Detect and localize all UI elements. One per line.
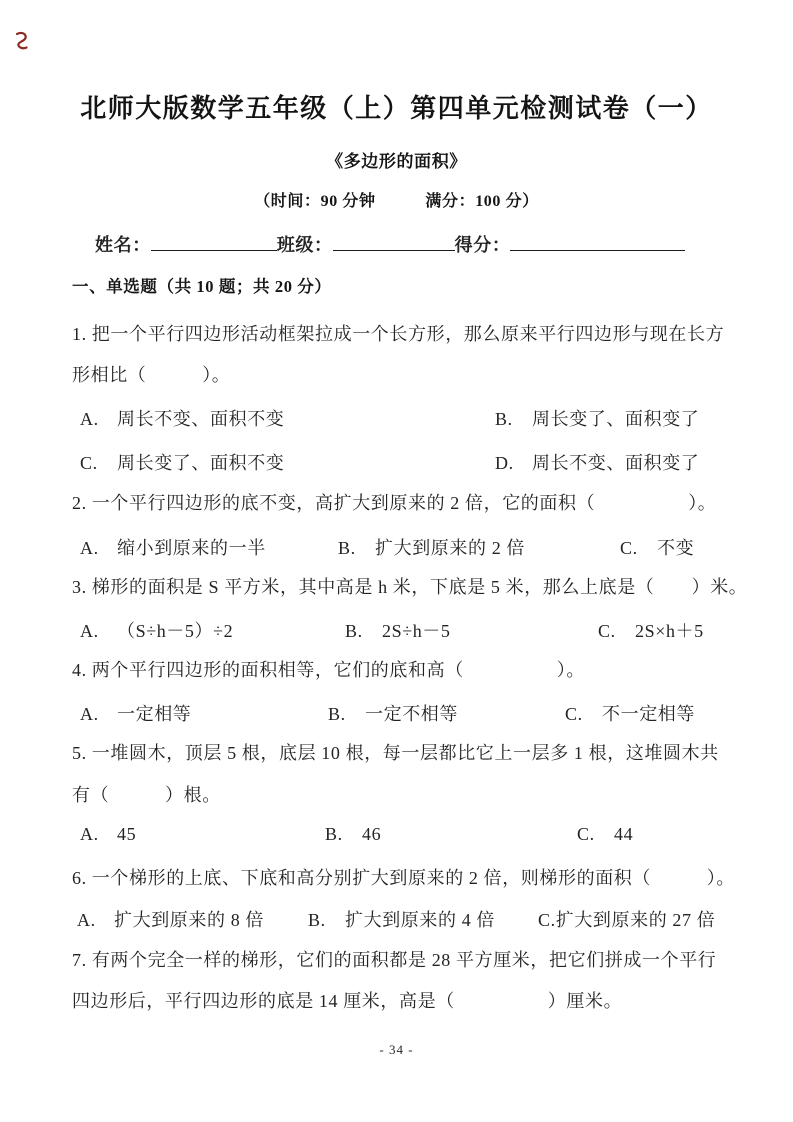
option-text: 周长变了、面积变了 — [532, 409, 700, 429]
option-text: 一定相等 — [117, 704, 192, 724]
option-text: 2S÷h－5 — [382, 621, 451, 641]
option-text: 扩大到原来的 27 倍 — [555, 910, 716, 930]
option-text: 一定不相等 — [365, 704, 458, 724]
option-text: 扩大到原来的 2 倍 — [375, 538, 525, 558]
option-text: 2S×h＋5 — [635, 621, 704, 641]
option-text: 不变 — [657, 538, 695, 558]
question-5-option-b — [325, 824, 381, 845]
question-4-option-a — [80, 700, 191, 726]
question-6-stem-line-1: 6. 一个梯形的上底、下底和高分别扩大到原来的 2 倍，则梯形的面积（ ）。 — [72, 868, 735, 888]
paper-subtitle: 《多边形的面积》 — [326, 152, 467, 171]
question-5-option-c — [577, 824, 633, 845]
question-1-options-row-1 — [0, 405, 793, 431]
name-label: 姓名： — [95, 235, 151, 255]
option-label: C. — [577, 824, 595, 844]
option-text: 周长不变、面积不变 — [117, 409, 285, 429]
option-label: B. — [495, 409, 513, 429]
option-text: 扩大到原来的 8 倍 — [114, 910, 264, 930]
option-label: A. — [80, 824, 99, 844]
question-5-option-a — [80, 824, 136, 845]
corner-stamp-icon — [13, 31, 31, 51]
question-5-stem-line-1: 5. 一堆圆木，顶层 5 根，底层 10 根，每一层都比它上一层多 1 根，这堆圆木共 — [72, 743, 719, 763]
option-text: 周长变了、面积不变 — [117, 453, 285, 473]
question-1-option-c — [80, 449, 284, 475]
option-text: （S÷h－5）÷2 — [117, 621, 234, 641]
question-1-option-d — [495, 449, 699, 475]
question-1-options-row-2 — [0, 449, 793, 475]
question-1-stem-line-2: 形相比（ ）。 — [72, 365, 231, 385]
question-4-option-b — [328, 700, 458, 726]
option-label: A. — [77, 910, 96, 930]
question-7-stem-line-2: 四边形后，平行四边形的底是 14 厘米，高是（ ）厘米。 — [72, 991, 623, 1011]
option-label: A. — [80, 621, 99, 641]
question-2-option-b — [338, 534, 525, 560]
question-3-option-c — [598, 617, 704, 643]
question-3-option-b — [345, 617, 451, 643]
question-2-option-a — [80, 534, 266, 560]
question-2-options-row — [0, 534, 793, 560]
option-label: C. — [538, 910, 556, 930]
question-3-option-a — [80, 617, 233, 643]
time-score-info: （时间：90 分钟 满分：100 分） — [254, 193, 539, 210]
option-label: C. — [565, 704, 583, 724]
question-1-option-b — [495, 405, 699, 431]
option-label: B. — [338, 538, 356, 558]
question-4-stem-line-1: 4. 两个平行四边形的面积相等，它们的底和高（ ）。 — [72, 660, 585, 680]
question-6-options-row — [0, 906, 793, 932]
option-text: 不一定相等 — [602, 704, 695, 724]
score-label: 得分： — [454, 235, 511, 255]
question-6-option-c — [538, 906, 715, 932]
option-text: 45 — [117, 824, 137, 844]
question-4-options-row — [0, 700, 793, 726]
option-label: C. — [80, 453, 98, 473]
question-7-stem-line-1: 7. 有两个完全一样的梯形，它们的面积都是 28 平方厘米，把它们拼成一个平行 — [72, 950, 717, 970]
option-label: C. — [598, 621, 616, 641]
option-label: A. — [80, 538, 99, 558]
question-1-stem-line-1: 1. 把一个平行四边形活动框架拉成一个长方形，那么原来平行四边形与现在长方 — [72, 324, 725, 344]
question-5-options-row — [0, 824, 793, 850]
option-text: 周长不变、面积变了 — [532, 453, 700, 473]
page-number: - 34 - — [379, 1042, 414, 1057]
option-label: B. — [328, 704, 346, 724]
question-2-option-c — [620, 534, 694, 560]
option-label: A. — [80, 409, 99, 429]
question-6-option-b — [308, 906, 495, 932]
option-text: 扩大到原来的 4 倍 — [345, 910, 495, 930]
name-class-score-row — [95, 231, 757, 257]
option-label: B. — [308, 910, 326, 930]
score-blank — [510, 231, 685, 251]
question-3-stem-line-1: 3. 梯形的面积是 S 平方米，其中高是 h 米，下底是 5 米，那么上底是（ ）米。 — [72, 577, 748, 597]
question-6-option-a — [77, 906, 264, 932]
option-text: 46 — [362, 824, 382, 844]
question-2-stem-line-1: 2. 一个平行四边形的底不变，高扩大到原来的 2 倍，它的面积（ ）。 — [72, 493, 717, 513]
question-3-options-row — [0, 617, 793, 643]
option-text: 44 — [614, 824, 634, 844]
section-heading: 一、单选题（共 10 题；共 20 分） — [72, 277, 332, 296]
class-blank — [333, 231, 455, 251]
option-label: D. — [495, 453, 514, 473]
question-4-option-c — [565, 700, 695, 726]
option-label: C. — [620, 538, 638, 558]
page-title: 北师大版数学五年级（上）第四单元检测试卷（一） — [80, 94, 713, 123]
option-text: 缩小到原来的一半 — [117, 538, 266, 558]
class-label: 班级： — [276, 235, 333, 255]
question-1-option-a — [80, 405, 284, 431]
option-label: A. — [80, 704, 99, 724]
option-label: B. — [325, 824, 343, 844]
name-blank — [151, 231, 277, 251]
question-5-stem-line-2: 有（ ）根。 — [72, 785, 221, 805]
option-label: B. — [345, 621, 363, 641]
